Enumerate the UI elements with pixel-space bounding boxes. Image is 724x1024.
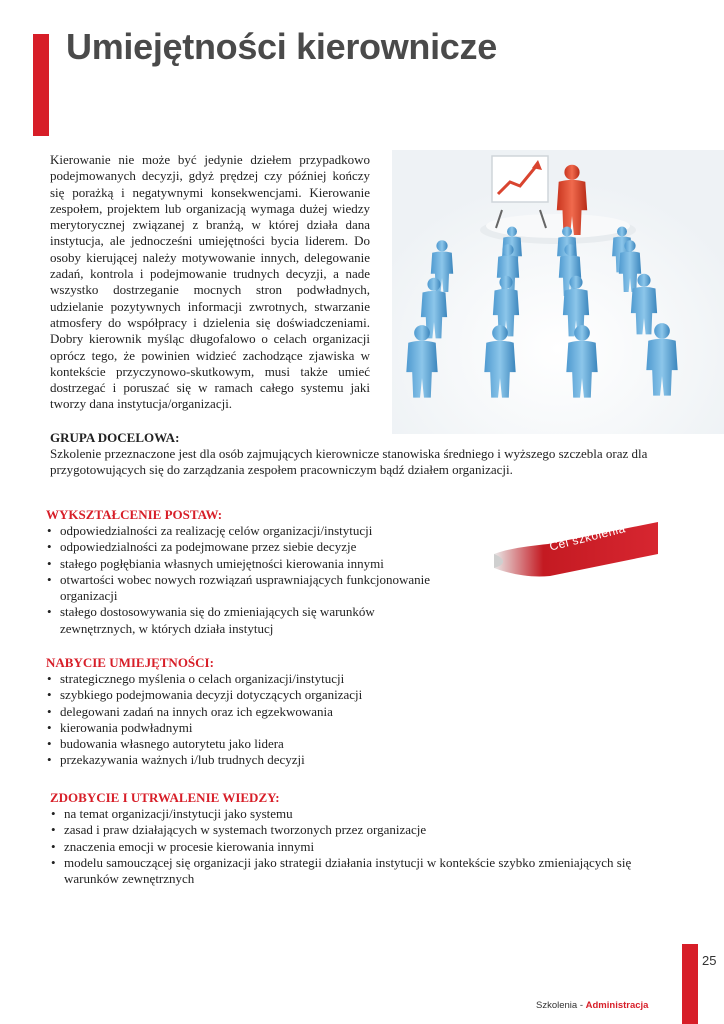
list-item: • odpowiedzialności za realizację celów organizacji/instytucji	[46, 523, 456, 539]
skills-list	[46, 671, 686, 769]
footer-category: Szkolenia -	[536, 1000, 586, 1011]
list-item: • budowania własnego autorytetu jako lidera	[46, 736, 686, 752]
list-item: • delegowani zadań na innych oraz ich egzekwowania	[46, 704, 686, 720]
title-accent-bar	[33, 34, 49, 136]
attitudes-list	[46, 523, 456, 637]
footer-category-accent: Administracja	[585, 1000, 649, 1011]
skills-heading: NABYCIE UMIEJĘTNOŚCI:	[46, 655, 214, 670]
goal-ribbon-label: Cel szkolenia	[548, 521, 627, 554]
footer-accent-bar	[682, 944, 698, 1024]
list-item: • kierowania podwładnymi	[46, 720, 686, 736]
footer-label	[536, 1000, 648, 1011]
list-item: • znaczenia emocji w procesie kierowania innymi	[50, 839, 660, 855]
target-group-heading: GRUPA DOCELOWA:	[50, 430, 180, 445]
list-item: • szybkiego podejmowania decyzji dotyczących organizacji	[46, 687, 686, 703]
list-item: • odpowiedzialności za podejmowane przez siebie decyzje	[46, 539, 456, 555]
stage-top	[486, 214, 630, 238]
list-item: • na temat organizacji/instytucji jako systemu	[50, 806, 660, 822]
skills-section	[46, 655, 686, 769]
list-item: • otwartości wobec nowych rozwiązań usprawniających funkcjonowanie organizacji	[46, 572, 456, 605]
knowledge-list	[50, 806, 660, 887]
page-title: Umiejętności kierownicze	[66, 26, 497, 67]
leadership-illustration	[392, 150, 724, 434]
page-number: 25	[702, 953, 717, 968]
knowledge-heading: ZDOBYCIE I UTRWALENIE WIEDZY:	[50, 790, 280, 805]
list-item: • strategicznego myślenia o celach organizacji/instytucji	[46, 671, 686, 687]
list-item: • zasad i praw działających w systemach tworzonych przez organizacje	[50, 822, 660, 838]
target-group-text: Szkolenie przeznaczone jest dla osób zajmujących kierownicze stanowiska średniego i wyższego szczebla oraz dla przygotowujących się do zarządzania zespołem pracowniczym bądź działem organizacji.	[50, 446, 648, 478]
target-group	[50, 430, 680, 479]
intro-paragraph: Kierowanie nie może być jedynie dziełem przypadkowo podejmowanych decyzji, gdyż prędzej czy później kończy się porażką i negatywnymi konsekwencjami. Kierowanie zespołem, projektem lub organizacją wymaga dużej wiedzy merytorycznej związanej z branżą, w której działa dana instytucja, ale jednocześni umiejętności bycia liderem. Do osoby kierującej należy motywowanie innych, delegowanie zadań, kontrola i podejmowanie trudnych decyzji, a nade wszystko dostrzeganie mocnych stron podwładnych, udzielanie pozytywnych informacji zwrotnych, stwarzanie atmosfery do współpracy i dzielenia się doświadczeniami. Dobry kierownik myśląc długofalowo o celach organizacji oprócz tego, że powinien widzieć zachodzące zjawiska w kontekście przyczynowo-skutkowym, musi także umieć dostrzegać i poruszać się w ramach całego systemu jaki tworzy dana instytucja/organizacji.	[50, 152, 370, 412]
list-item: • stałego pogłębiania własnych umiejętności kierowania innymi	[46, 556, 456, 572]
attitudes-section	[46, 507, 686, 637]
list-item: • modelu samouczącej się organizacji jako strategii działania instytucji w kontekście szybko zmieniających się warunków zewnętrznych	[50, 855, 660, 888]
list-item: • stałego dostosowywania się do zmieniających się warunków zewnętrznych, w których działa instytucj	[46, 604, 400, 637]
attitudes-heading: WYKSZTAŁCENIE POSTAW:	[46, 507, 223, 522]
knowledge-section	[50, 790, 690, 887]
list-item: • przekazywania ważnych i/lub trudnych decyzji	[46, 752, 686, 768]
